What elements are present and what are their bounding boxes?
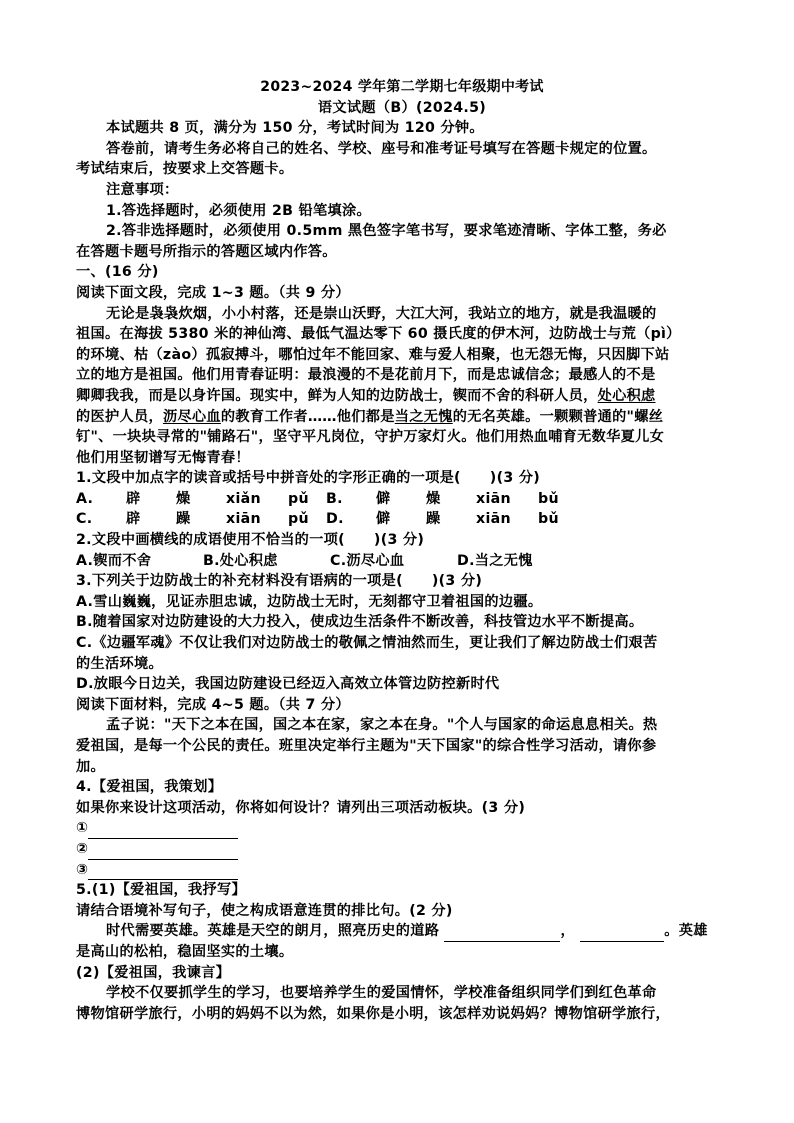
sentence-line: 是高山的松柏，稳固坚实的土壤。	[76, 943, 294, 960]
exam-content	[76, 77, 728, 1024]
option-pinyin: pǔ	[288, 490, 309, 507]
option-letter: C.	[76, 511, 93, 528]
passage-line	[76, 345, 728, 366]
option-c[interactable]: C.《边疆军魂》不仅让我们对边防战士的敬佩之情油然而生，更让我们了解边防战士们艰苦	[76, 635, 658, 652]
option-char: 躁	[176, 511, 191, 528]
option-char: 辟	[126, 511, 141, 528]
option-pinyin: xiān	[476, 490, 511, 507]
reading-instruction: 阅读下面文段，完成 1~3 题。（共 9 分）	[76, 284, 350, 301]
answer-line-2	[76, 839, 728, 860]
passage-text: 的教育工作者……他们都是	[220, 408, 395, 425]
option-char: 僻	[376, 511, 391, 528]
option-c-continued: 的生活环境。	[76, 655, 163, 672]
exam-title: 2023~2024 学年第二学期七年级期中考试	[260, 79, 544, 95]
passage-text: 的医护人员，	[76, 408, 163, 425]
question-5-2-text: 学校不仅要抓学生的学习，也要培养学生的爱国情怀，学校准备组织同学们到红色革命	[106, 985, 657, 1002]
option-c[interactable]: C.沥尽心血	[330, 552, 405, 569]
sentence-text: 。英雄	[664, 923, 708, 940]
answer-blank[interactable]	[88, 863, 238, 880]
option-char: 燥	[176, 490, 191, 507]
answer-blank[interactable]	[88, 822, 238, 839]
passage-text: 卿卿我我，而是以身许国。现实中，鲜为人知的边防战士，	[76, 387, 453, 404]
passage-line: 钉"、一块块寻常的"铺路石"，坚守平凡岗位，守护万家灯火。他们用热血哺育无数华夏儿女	[76, 429, 665, 446]
option-d[interactable]	[326, 509, 576, 530]
option-d[interactable]: D.放眼今日边关，我国边防建设已经迈入高效立体管边防控新时代	[76, 676, 500, 693]
underlined-idiom: 当之无愧	[394, 408, 453, 425]
question-5-1-stem: 请结合语境补写句子，使之构成语意连贯的排比句。(2 分)	[76, 902, 453, 919]
question-4-title: 4.【爱祖国，我策划】	[76, 779, 223, 796]
option-pinyin: xiǎn	[226, 490, 261, 507]
notice-item: 1.答选择题时，必须使用 2B 铅笔填涂。	[106, 202, 371, 219]
passage-line: 祖国。在海拔 5380 米的神仙湾、最低气温达零下 60 摄氏度的伊木河，边防战士与荒（pì）	[76, 326, 681, 343]
passage-text: 的科研人员，	[510, 387, 598, 404]
option-pinyin: xiān	[476, 511, 511, 528]
answer-line-1	[76, 818, 728, 839]
notice-item: 2.答非选择题时，必须使用 0.5mm 黑色签字笔书写，要求笔迹清晰、字体工整，务必	[106, 223, 667, 240]
notice-heading: 注意事项：	[106, 181, 179, 198]
question-1-options-row	[76, 509, 728, 530]
intro-line: 考试结束后，按要求上交答题卡。	[76, 161, 294, 178]
fill-in-line	[76, 921, 728, 942]
option-letter: B.	[326, 490, 343, 507]
underlined-idiom: 沥尽心血	[162, 408, 221, 425]
passage-text: 的无名英雄。一颗颗普通的"螺丝	[452, 408, 664, 425]
question-1-options-row	[76, 489, 728, 510]
intro-line: 本试题共 8 页，满分为 150 分，考试时间为 120 分钟。	[106, 120, 484, 137]
exam-subtitle: 语文试题（B）(2024.5)	[317, 99, 487, 116]
passage-line: 无论是袅袅炊烟，小小村落，还是崇山沃野，大江大河，我站立的地方，就是我温暖的	[106, 305, 657, 322]
option-pinyin: bǔ	[538, 490, 559, 507]
circled-number-1: ①	[76, 820, 89, 837]
reading-instruction: 阅读下面材料，完成 4~5 题。（共 7 分）	[76, 696, 350, 713]
option-char: 僻	[376, 490, 391, 507]
circled-number-3: ③	[76, 861, 89, 878]
option-char: 躁	[426, 511, 441, 528]
option-a[interactable]: A.锲而不舍	[76, 552, 152, 569]
material-line: 爱祖国，是每一个公民的责任。班里决定举行主题为"天下国家"的综合性学习活动，请你参	[76, 738, 657, 754]
option-a[interactable]: A.雪山巍巍，见证赤胆忠诚，边防战士无时，无刻都守卫着祖国的边疆。	[76, 593, 543, 610]
question-4-stem: 如果你来设计这项活动，你将如何设计？请列出三项活动板块。(3 分)	[76, 799, 526, 816]
question-5-1-title: 5.(1)【爱祖国，我抒写】	[76, 882, 246, 899]
answer-line-3	[76, 860, 728, 881]
question-2-stem: 2.文段中画横线的成语使用不恰当的一项( )(3 分)	[76, 532, 425, 549]
question-5-2-text: 博物馆研学旅行，小明的妈妈不以为然，如果你是小明，该怎样劝说妈妈？博物馆研学旅行，	[76, 1005, 670, 1022]
intro-line: 答卷前，请考生务必将自己的姓名、学校、座号和准考证号填写在答题卡规定的位置。	[106, 140, 657, 157]
passage-line: 他们用坚韧谱写无悔青春！	[76, 449, 250, 466]
question-2-options	[76, 551, 728, 572]
option-pinyin: xiān	[226, 511, 261, 528]
answer-blank[interactable]	[88, 843, 238, 860]
circled-number-2: ②	[76, 840, 89, 857]
material-line: 孟子说："天下之本在国，国之本在家，家之本在身。"个人与国家的命运息息相关。热	[106, 717, 658, 734]
option-b[interactable]	[326, 489, 576, 510]
material-line: 加。	[76, 758, 105, 775]
fill-blank-1[interactable]	[444, 926, 560, 942]
option-char: 燥	[426, 490, 441, 507]
question-3-stem: 3.下列关于边防战士的补充材料没有语病的一项是( )(3 分)	[76, 573, 483, 590]
option-a[interactable]	[76, 489, 326, 510]
question-1-stem: 1.文段中加点字的读音或括号中拼音处的字形正确的一项是( )(3 分)	[76, 470, 541, 487]
section-heading: 一、(16 分)	[76, 264, 159, 281]
option-letter: A.	[76, 490, 94, 507]
option-b[interactable]: B.随着国家对边防建设的大力投入，使成边生活条件不断改善，科技管边水平不断提高。	[76, 614, 644, 631]
passage-line	[76, 386, 728, 407]
sentence-text: 时代需要英雄。英雄是天空的朗月，照亮历史的道路	[106, 923, 440, 940]
option-d[interactable]: D.当之无愧	[457, 552, 533, 569]
fill-blank-2[interactable]	[580, 926, 664, 942]
notice-item: 在答题卡题号所指示的答题区域内作答。	[76, 243, 337, 260]
option-b[interactable]: B.处心积虑	[203, 552, 278, 569]
underlined-idiom: 处心积虑	[597, 387, 656, 404]
passage-text: ，也无怨无悔，只因脚下站	[495, 346, 670, 363]
option-pinyin: bǔ	[538, 511, 559, 528]
passage-text: 的环境、枯（zào）孤寂搏斗，哪怕过年不能回家、难与爱人相	[76, 346, 482, 363]
option-char: 辟	[126, 490, 141, 507]
passage-line: 立的地方是祖国。他们用青春证明：最浪漫的不是花前月下，而是忠诚信念；最感人的不是	[76, 367, 656, 384]
idiom-text: 锲而不舍	[452, 387, 511, 404]
option-c[interactable]	[76, 509, 326, 530]
dotted-character: 聚	[481, 346, 496, 363]
comma: ，	[560, 923, 575, 940]
question-5-2-title: (2)【爱祖国，我谏言】	[76, 964, 231, 981]
option-letter: D.	[326, 511, 344, 528]
passage-line	[76, 407, 728, 428]
option-pinyin: pǔ	[288, 511, 309, 528]
